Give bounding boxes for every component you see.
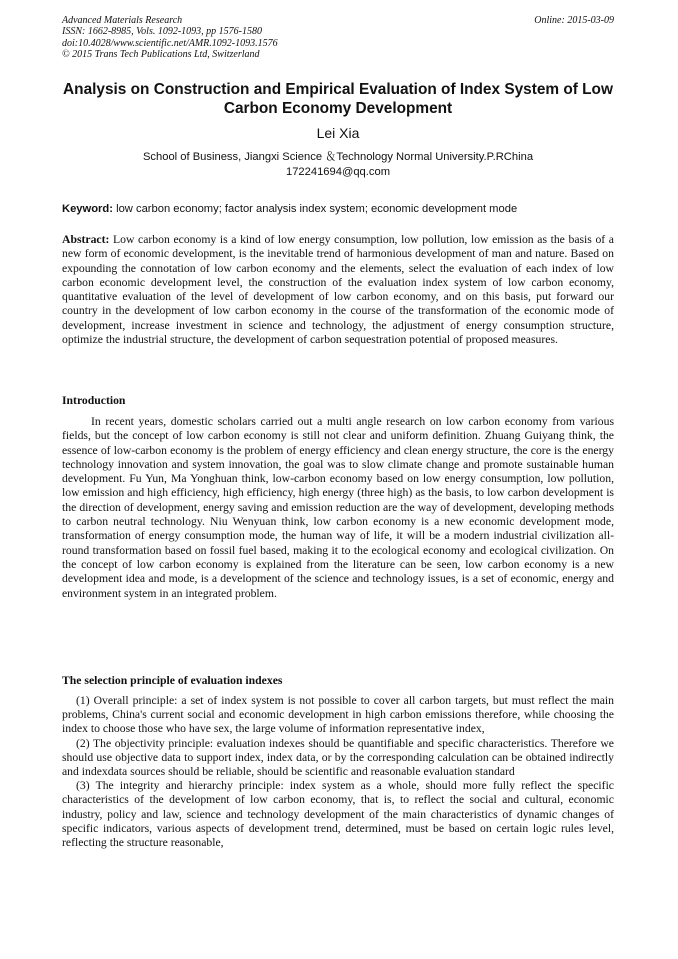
journal-name: Advanced Materials Research <box>62 15 183 26</box>
abstract-label: Abstract: <box>62 233 110 246</box>
principles-list <box>62 694 614 850</box>
paper-title: Analysis on Construction and Empirical Evaluation of Index System of Low Carbon Economy Development <box>63 81 613 117</box>
journal-info <box>62 15 392 61</box>
introduction-paragraph: In recent years, domestic scholars carried out a multi angle research on low carbon economy from various fields, but the concept of low carbon economy is still not clear and uniform definition. Zhuang Guiyang think, the essence of low-carbon economy is the problem of energy efficiency and clean energy structure, the core is the energy technology innovation and system innovation, the goal was to slow climate change and promote sustainable human development. Fu Yun, Ma Yonghuan think, low-carbon economy based on low energy consumption, low pollution, low emission and high efficiency, high efficiency, high energy (three high) as the basis, to low carbon development is the direction of development, energy saving and emission reduction are the way of development, developing methods to carbon neutral technology. Niu Wenyuan think, low carbon economy is a new economic development mode, transformation of energy consumption mode, the human way of life, it will be a modern industrial civilization all-round transformation based on fossil fuel based, making it to the ecological economy and ecological civilization. On the concept of low carbon economy is explained from the literature can be seen, low carbon economy is a new development idea and mode, is a development of the science and technology issues, is a set of economic, energy and environment system in an integrated problem. <box>62 415 614 600</box>
abstract <box>62 233 614 347</box>
principle-integrity-hierarchy: (3) The integrity and hierarchy principle: index system as a whole, should more fully reflect the specific characteristics of the development of low carbon economy, that is, to reflect the social and cultural, economic industry, policy and law, science and technology development of the main characteristics of dynamic changes of specific indicators, various aspects of development trend, determined, must be based on certain logic rules level, reflecting the structure reasonable, <box>62 779 614 850</box>
author-affiliation-block <box>62 150 614 179</box>
keywords-label: Keyword: <box>62 203 113 215</box>
author-email: 172241694@qq.com <box>285 165 391 178</box>
affiliation: School of Business, Jiangxi Science ＆Technology Normal University.P.RChina <box>142 151 534 163</box>
principle-overall: (1) Overall principle: a set of index system is not possible to cover all carbon targets, but must reflect the main problems, China's current social and economic development in high carbon emissions therefore, while choosing the index to choose those who have sex, the large volume of information representative index, <box>62 694 614 736</box>
keywords <box>62 202 614 216</box>
online-date: Online: 2015-03-09 <box>534 15 614 26</box>
author-name: Lei Xia <box>316 125 360 141</box>
doi-line: doi:10.4028/www.scientific.net/AMR.1092-1093.1576 <box>62 37 278 49</box>
selection-principle-heading: The selection principle of evaluation indexes <box>62 674 283 687</box>
introduction-heading: Introduction <box>62 394 126 407</box>
abstract-text: Low carbon economy is a kind of low energy consumption, low pollution, low emission as the basis of a new form of economic development, is the inevitable trend of harmonious development of man and nature. Based on expounding the connotation of low carbon economy and the elements, select the evaluation of each index of low carbon economic development level, the construction of the evaluation index system of low carbon economy, quantitative evaluation of the level of development of low carbon economy, and on this basis, put forward our country in the development of low carbon economy in the course of the transformation of the economic mode of development, increase investment in science and technology, the adjustment of energy consumption structure, optimize the industrial structure, the development of carbon sequestration potential of proposed measures. <box>62 233 614 347</box>
copyright-line: © 2015 Trans Tech Publications Ltd, Switzerland <box>62 49 260 61</box>
principle-objectivity: (2) The objectivity principle: evaluation indexes should be quantifiable and specific characteristics. Therefore we should use objective data to support index, index data, or by the corresponding calculation can be obtained indirectly and indexdata sources should be reliable, should be scientific and reasonable evaluation standard <box>62 736 614 779</box>
issn-line: ISSN: 1662-8985, Vols. 1092-1093, pp 1576-1580 <box>62 26 262 38</box>
keywords-text: low carbon economy; factor analysis index system; economic development mode <box>116 203 518 215</box>
